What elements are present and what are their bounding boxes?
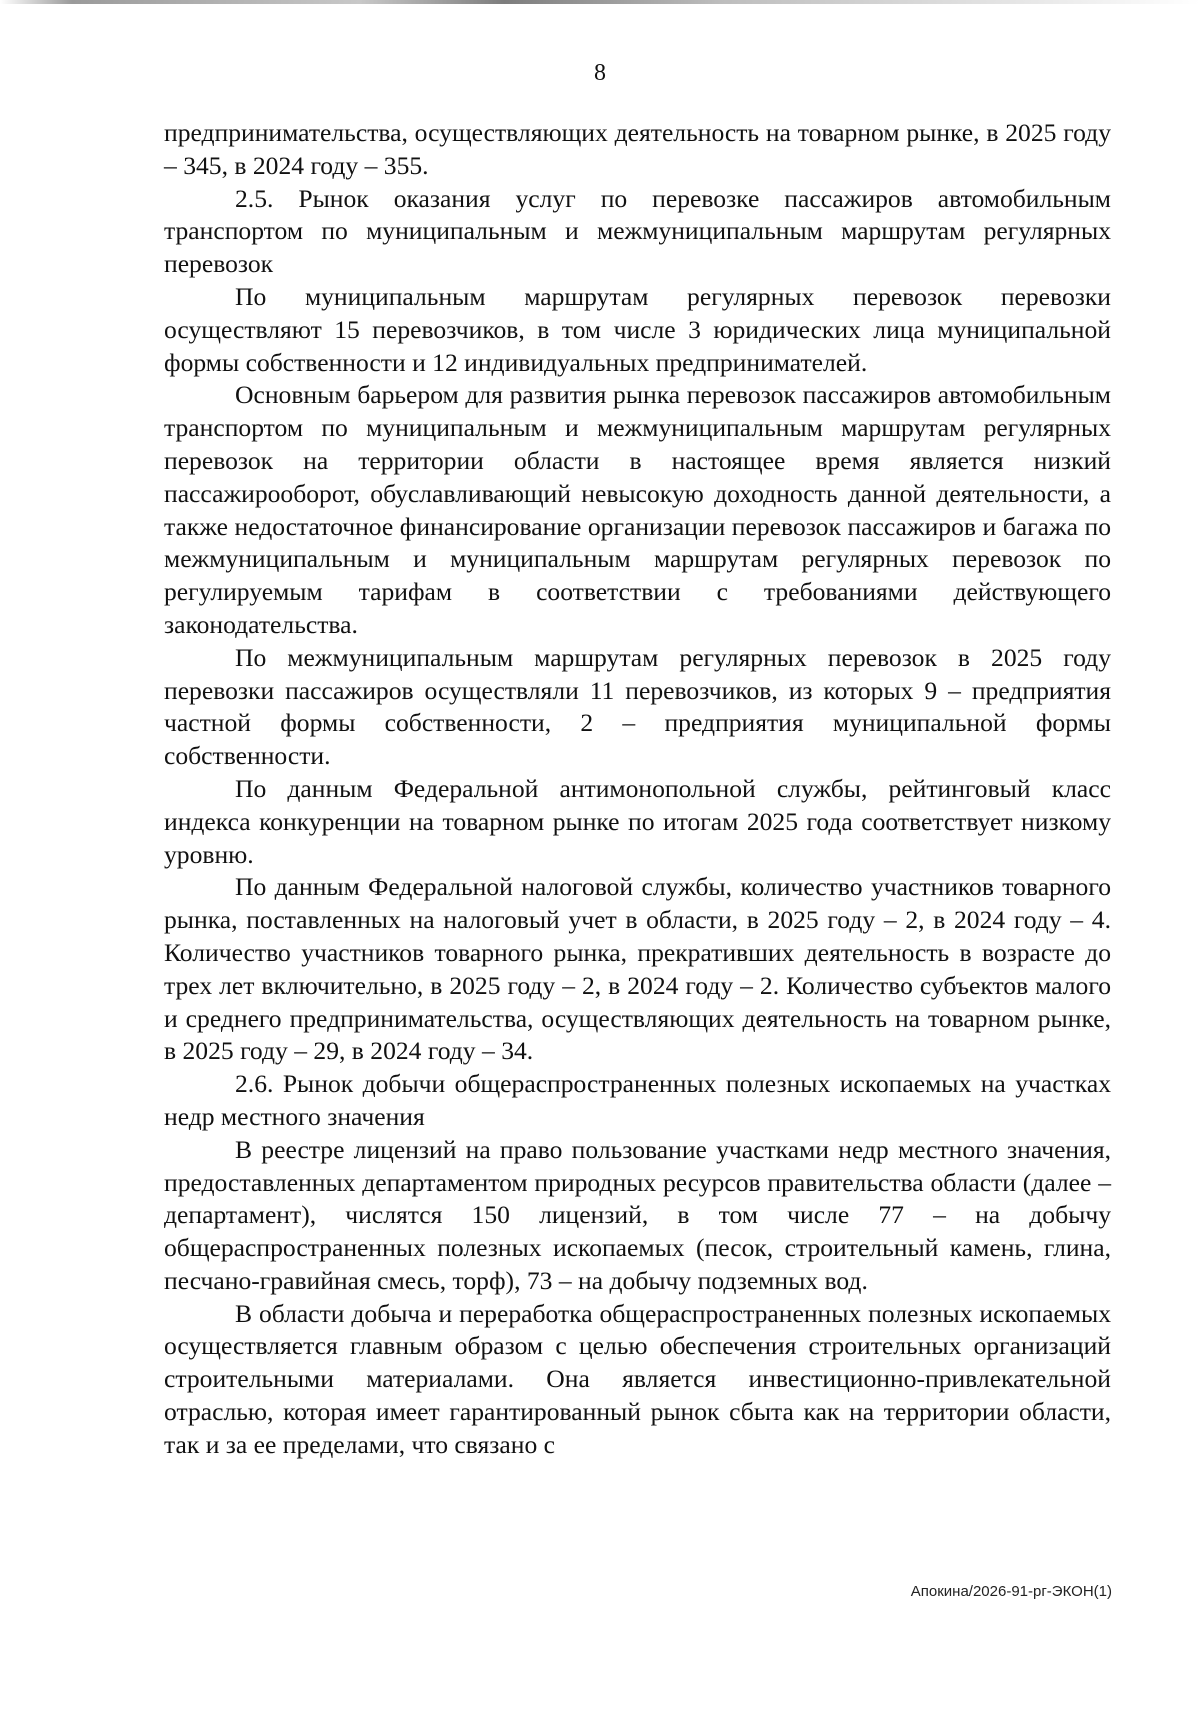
paragraph-fns-data: По данным Федеральной налоговой службы, количество участников товарного рынка, поставленных на налоговый учет в области, в 2025 году – 2, в 2024 году – 4. Количество участников товарного рынка, прекративших деятельность в возрасте до трех лет включительно, в 2025 году – 2, в 2024 году – 2. Количество субъектов малого и среднего предпринимательства, осуществляющих деятельность на товарном рынке, в 2025 году – 29, в 2024 году – 34. (164, 872, 1111, 1066)
paragraph-fas-rating: По данным Федеральной антимонопольной службы, рейтинговый класс индекса конкуренции на товарном рынке по итогам 2025 года соответствует низкому уровню. (164, 773, 1111, 869)
scan-edge-shadow (0, 0, 1200, 4)
paragraph-continuation: предпринимательства, осуществляющих деятельность на товарном рынке, в 2025 году – 345, в 2024 году – 355. (164, 118, 1111, 180)
paragraph-mining-industry: В области добыча и переработка общераспространенных полезных ископаемых осуществляется главным образом с целью обеспечения строительных организаций строительными материалами. Она является инвестиционно-привлекательной отраслью, которая имеет гарантированный рынок сбыта как на территории области, так и за ее пределами, что связано с (164, 1298, 1111, 1459)
section-heading-2-5: 2.5. Рынок оказания услуг по перевозке пассажиров автомобильным транспортом по муниципальным и межмуниципальным маршрутам регулярных перевозок (164, 183, 1111, 279)
paragraph-main-barrier: Основным барьером для развития рынка перевозок пассажиров автомобильным транспортом по муниципальным и межмуниципальным маршрутам регулярных перевозок на территории области в настоящее время является низкий пассажирооборот, обуславливающий невысокую доходность данной деятельности, а также недостаточное финансирование организации перевозок пассажиров и багажа по межмуниципальным и муниципальным маршрутам регулярных перевозок по регулируемым тарифам в соответствии с требованиями действующего законодательства. (164, 380, 1111, 639)
document-registration-code: Апокина/2026-91-рг-ЭКОН(1) (910, 1583, 1112, 1600)
paragraph-intermunicipal-carriers: По межмуниципальным маршрутам регулярных перевозок в 2025 году перевозки пассажиров осуществляли 11 перевозчиков, из которых 9 – предприятия частной формы собственности, 2 – предприятия муниципальной формы собственности. (164, 642, 1111, 771)
page-number: 8 (594, 60, 606, 86)
section-heading-2-6: 2.6. Рынок добычи общераспространенных полезных ископаемых на участках недр местного значения (164, 1069, 1111, 1131)
paragraph-license-registry: В реестре лицензий на право пользование участками недр местного значения, предоставленных департаментом природных ресурсов правительства области (далее – департамент), числятся 150 лицензий, в том числе 77 – на добычу общераспространенных полезных ископаемых (песок, строительный камень, глина, песчано-гравийная смесь, торф), 73 – на добычу подземных вод. (164, 1134, 1111, 1295)
document-body (164, 117, 1111, 1462)
paragraph-municipal-carriers: По муниципальным маршрутам регулярных перевозок перевозки осуществляют 15 перевозчиков, в том числе 3 юридических лица муниципальной формы собственности и 12 индивидуальных предпринимателей. (164, 281, 1111, 377)
